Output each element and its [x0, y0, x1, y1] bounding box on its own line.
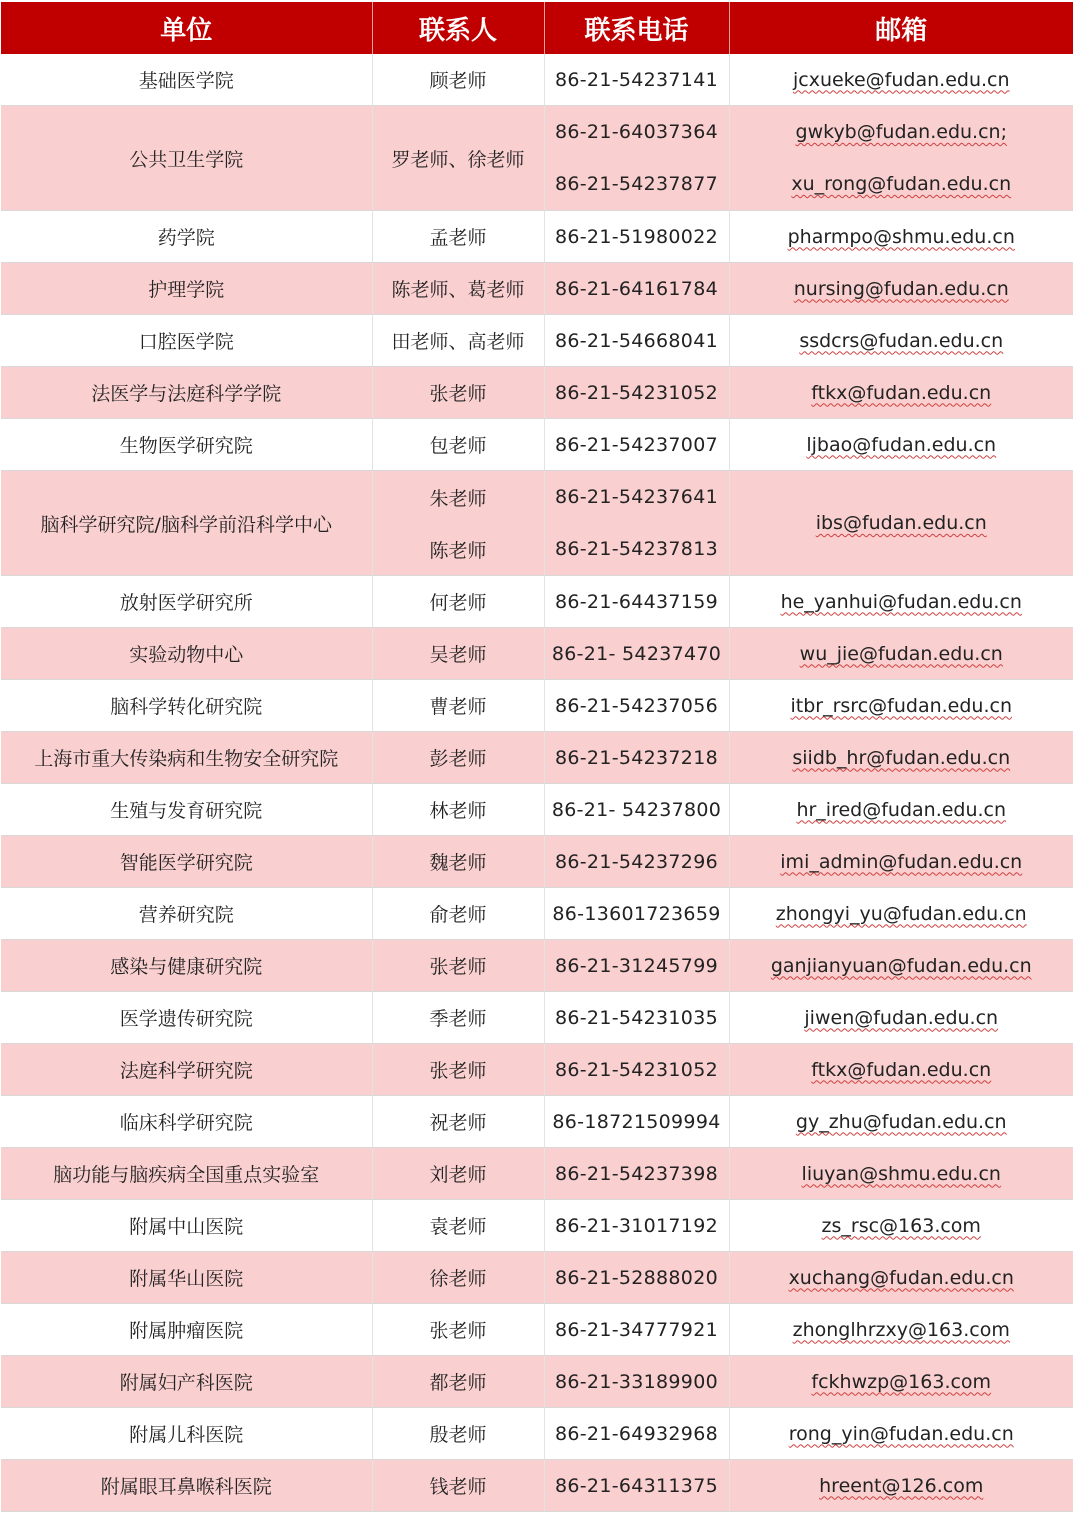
table-row: [1, 680, 1073, 732]
contact-cell: 都老师: [372, 1356, 544, 1408]
contact-cell: 陈老师、葛老师: [372, 263, 544, 315]
unit-cell: 智能医学研究院: [1, 836, 372, 888]
contact-cell: 张老师: [372, 940, 544, 992]
contact-cell: 彭老师: [372, 732, 544, 784]
contact-cell: 张老师: [372, 1044, 544, 1096]
unit-cell: 附属肿瘤医院: [1, 1304, 372, 1356]
table-row: [1, 940, 1073, 992]
contact-cell: 何老师: [372, 576, 544, 628]
unit-cell: 法庭科学研究院: [1, 1044, 372, 1096]
email-link[interactable]: jcxueke@fudan.edu.cn: [792, 68, 1010, 91]
email-link[interactable]: hreent@126.com: [819, 1474, 984, 1497]
unit-cell: 医学遗传研究院: [1, 992, 372, 1044]
contact-cell: 殷老师: [372, 1408, 544, 1460]
header-row: [1, 2, 1073, 54]
unit-cell: 脑科学研究院/脑科学前沿科学中心: [1, 471, 372, 576]
table-row: [1, 1148, 1073, 1200]
email-cell: [729, 367, 1073, 419]
contact-cell: 林老师: [372, 784, 544, 836]
email-cell: [729, 1044, 1073, 1096]
email-cell: [729, 940, 1073, 992]
contact-line: 朱老师: [429, 487, 487, 510]
email-link[interactable]: siidb_hr@fudan.edu.cn: [792, 746, 1011, 769]
contact-cell: 刘老师: [372, 1148, 544, 1200]
table-row: [1, 211, 1073, 263]
email-link[interactable]: liuyan@shmu.edu.cn: [801, 1162, 1001, 1185]
email-cell: [729, 784, 1073, 836]
table-row: [1, 992, 1073, 1044]
phone-cell: 86-18721509994: [544, 1096, 729, 1148]
email-cell: [729, 211, 1073, 263]
email-cell: [729, 1408, 1073, 1460]
contact-cell: 祝老师: [372, 1096, 544, 1148]
email-cell: [729, 1304, 1073, 1356]
phone-cell: 86-21-54231052: [544, 367, 729, 419]
phone-cell: 86-21-31245799: [544, 940, 729, 992]
table-row: [1, 263, 1073, 315]
phone-cell: 86-21-64437159: [544, 576, 729, 628]
contact-cell: 孟老师: [372, 211, 544, 263]
email-cell: [729, 836, 1073, 888]
table-row: [1, 106, 1073, 211]
contact-cell: 袁老师: [372, 1200, 544, 1252]
email-cell: [729, 628, 1073, 680]
email-link[interactable]: zhonglhrzxy@163.com: [792, 1318, 1010, 1341]
contact-cell: [372, 471, 544, 576]
phone-line: 86-21-64037364: [555, 121, 718, 143]
email-cell: [729, 1356, 1073, 1408]
unit-cell: 附属中山医院: [1, 1200, 372, 1252]
email-cell: [729, 888, 1073, 940]
contact-cell: 张老师: [372, 367, 544, 419]
email-cell: [729, 106, 1073, 211]
unit-cell: 上海市重大传染病和生物安全研究院: [1, 732, 372, 784]
phone-cell: 86-21-54237398: [544, 1148, 729, 1200]
email-link[interactable]: xu_rong@fudan.edu.cn: [791, 173, 1012, 195]
email-link[interactable]: pharmpo@shmu.edu.cn: [787, 225, 1015, 248]
email-link[interactable]: zhongyi_yu@fudan.edu.cn: [775, 902, 1027, 925]
email-cell: [729, 992, 1073, 1044]
email-link[interactable]: wu_jie@fudan.edu.cn: [799, 642, 1003, 665]
phone-line: 86-21-54237641: [555, 486, 718, 508]
phone-cell: 86-13601723659: [544, 888, 729, 940]
unit-cell: 生物医学研究院: [1, 419, 372, 471]
phone-cell: 86-21-54237218: [544, 732, 729, 784]
contact-cell: 顾老师: [372, 54, 544, 106]
unit-cell: 护理学院: [1, 263, 372, 315]
table-row: [1, 1408, 1073, 1460]
email-link[interactable]: imi_admin@fudan.edu.cn: [780, 850, 1023, 873]
unit-cell: 生殖与发育研究院: [1, 784, 372, 836]
unit-cell: 营养研究院: [1, 888, 372, 940]
table-row: [1, 628, 1073, 680]
contact-cell: 田老师、高老师: [372, 315, 544, 367]
table-row: [1, 1096, 1073, 1148]
email-link[interactable]: ganjianyuan@fudan.edu.cn: [770, 954, 1032, 977]
phone-cell: 86-21-33189900: [544, 1356, 729, 1408]
table-row: [1, 367, 1073, 419]
phone-cell: [544, 471, 729, 576]
phone-cell: 86-21-54237056: [544, 680, 729, 732]
email-cell: [729, 1148, 1073, 1200]
email-cell: [729, 680, 1073, 732]
phone-cell: 86-21-64932968: [544, 1408, 729, 1460]
table-row: [1, 576, 1073, 628]
contact-cell: 钱老师: [372, 1460, 544, 1512]
phone-cell: 86-21-54231035: [544, 992, 729, 1044]
unit-cell: 脑功能与脑疾病全国重点实验室: [1, 1148, 372, 1200]
email-link[interactable]: he_yanhui@fudan.edu.cn: [780, 590, 1022, 613]
contact-cell: 包老师: [372, 419, 544, 471]
email-link[interactable]: jiwen@fudan.edu.cn: [804, 1006, 999, 1029]
email-link[interactable]: ftkx@fudan.edu.cn: [811, 1058, 992, 1081]
header-phone: 联系电话: [544, 2, 729, 54]
email-cell: [729, 471, 1073, 576]
email-cell: [729, 576, 1073, 628]
email-cell: [729, 1460, 1073, 1512]
unit-cell: 附属妇产科医院: [1, 1356, 372, 1408]
unit-cell: 基础医学院: [1, 54, 372, 106]
phone-cell: 86-21-64161784: [544, 263, 729, 315]
unit-cell: 附属儿科医院: [1, 1408, 372, 1460]
unit-cell: 实验动物中心: [1, 628, 372, 680]
header-unit: 单位: [1, 2, 372, 54]
unit-cell: 法医学与法庭科学学院: [1, 367, 372, 419]
table-row: [1, 471, 1073, 576]
header-person: 联系人: [372, 2, 544, 54]
email-link[interactable]: ljbao@fudan.edu.cn: [806, 433, 997, 456]
contact-cell: 曹老师: [372, 680, 544, 732]
table-row: [1, 888, 1073, 940]
phone-cell: 86-21-51980022: [544, 211, 729, 263]
phone-cell: 86-21-54668041: [544, 315, 729, 367]
contact-cell: 季老师: [372, 992, 544, 1044]
contact-cell: 徐老师: [372, 1252, 544, 1304]
table-row: [1, 784, 1073, 836]
email-cell: [729, 54, 1073, 106]
unit-cell: 口腔医学院: [1, 315, 372, 367]
phone-cell: 86-21-34777921: [544, 1304, 729, 1356]
phone-cell: 86-21-54231052: [544, 1044, 729, 1096]
table-row: [1, 1460, 1073, 1512]
table-row: [1, 1252, 1073, 1304]
phone-cell: 86-21-54237296: [544, 836, 729, 888]
phone-line: 86-21-54237877: [555, 173, 718, 195]
email-link[interactable]: xuchang@fudan.edu.cn: [788, 1266, 1014, 1289]
email-link[interactable]: hr_ired@fudan.edu.cn: [796, 798, 1007, 821]
email-link[interactable]: ftkx@fudan.edu.cn: [811, 381, 992, 404]
unit-cell: 临床科学研究院: [1, 1096, 372, 1148]
email-link[interactable]: itbr_rsrc@fudan.edu.cn: [790, 694, 1012, 717]
table-row: [1, 1356, 1073, 1408]
table-row: [1, 836, 1073, 888]
contact-cell: 张老师: [372, 1304, 544, 1356]
email-link[interactable]: gy_zhu@fudan.edu.cn: [795, 1110, 1007, 1133]
unit-cell: 脑科学转化研究院: [1, 680, 372, 732]
phone-cell: 86-21- 54237800: [544, 784, 729, 836]
email-link[interactable]: fckhwzp@163.com: [811, 1370, 992, 1393]
contact-line: 陈老师: [429, 539, 487, 562]
unit-cell: 感染与健康研究院: [1, 940, 372, 992]
email-cell: [729, 1096, 1073, 1148]
unit-cell: 附属眼耳鼻喉科医院: [1, 1460, 372, 1512]
email-link[interactable]: gwkyb@fudan.edu.cn;: [795, 121, 1007, 143]
email-link[interactable]: rong_yin@fudan.edu.cn: [788, 1422, 1014, 1445]
table-row: [1, 315, 1073, 367]
phone-cell: 86-21-64311375: [544, 1460, 729, 1512]
phone-cell: 86-21- 54237470: [544, 628, 729, 680]
table-row: [1, 1304, 1073, 1356]
email-cell: [729, 419, 1073, 471]
table-row: [1, 54, 1073, 106]
phone-cell: [544, 106, 729, 211]
email-link[interactable]: zs_rsc@163.com: [821, 1214, 981, 1237]
phone-line: 86-21-54237813: [555, 538, 718, 560]
contacts-table: [1, 2, 1073, 1512]
contact-cell: 吴老师: [372, 628, 544, 680]
email-link[interactable]: ibs@fudan.edu.cn: [815, 512, 987, 534]
unit-cell: 药学院: [1, 211, 372, 263]
email-cell: [729, 1252, 1073, 1304]
unit-cell: 附属华山医院: [1, 1252, 372, 1304]
email-link[interactable]: nursing@fudan.edu.cn: [793, 277, 1009, 300]
contact-cell: 罗老师、徐老师: [372, 106, 544, 211]
phone-cell: 86-21-54237007: [544, 419, 729, 471]
contact-cell: 俞老师: [372, 888, 544, 940]
table-row: [1, 1200, 1073, 1252]
phone-cell: 86-21-52888020: [544, 1252, 729, 1304]
header-email: 邮箱: [729, 2, 1073, 54]
table-row: [1, 1044, 1073, 1096]
email-cell: [729, 315, 1073, 367]
contact-cell: 魏老师: [372, 836, 544, 888]
email-cell: [729, 263, 1073, 315]
table-row: [1, 419, 1073, 471]
unit-cell: 放射医学研究所: [1, 576, 372, 628]
unit-cell: 公共卫生学院: [1, 106, 372, 211]
table-row: [1, 732, 1073, 784]
email-cell: [729, 1200, 1073, 1252]
email-cell: [729, 732, 1073, 784]
email-link[interactable]: ssdcrs@fudan.edu.cn: [799, 329, 1004, 352]
phone-cell: 86-21-54237141: [544, 54, 729, 106]
phone-cell: 86-21-31017192: [544, 1200, 729, 1252]
